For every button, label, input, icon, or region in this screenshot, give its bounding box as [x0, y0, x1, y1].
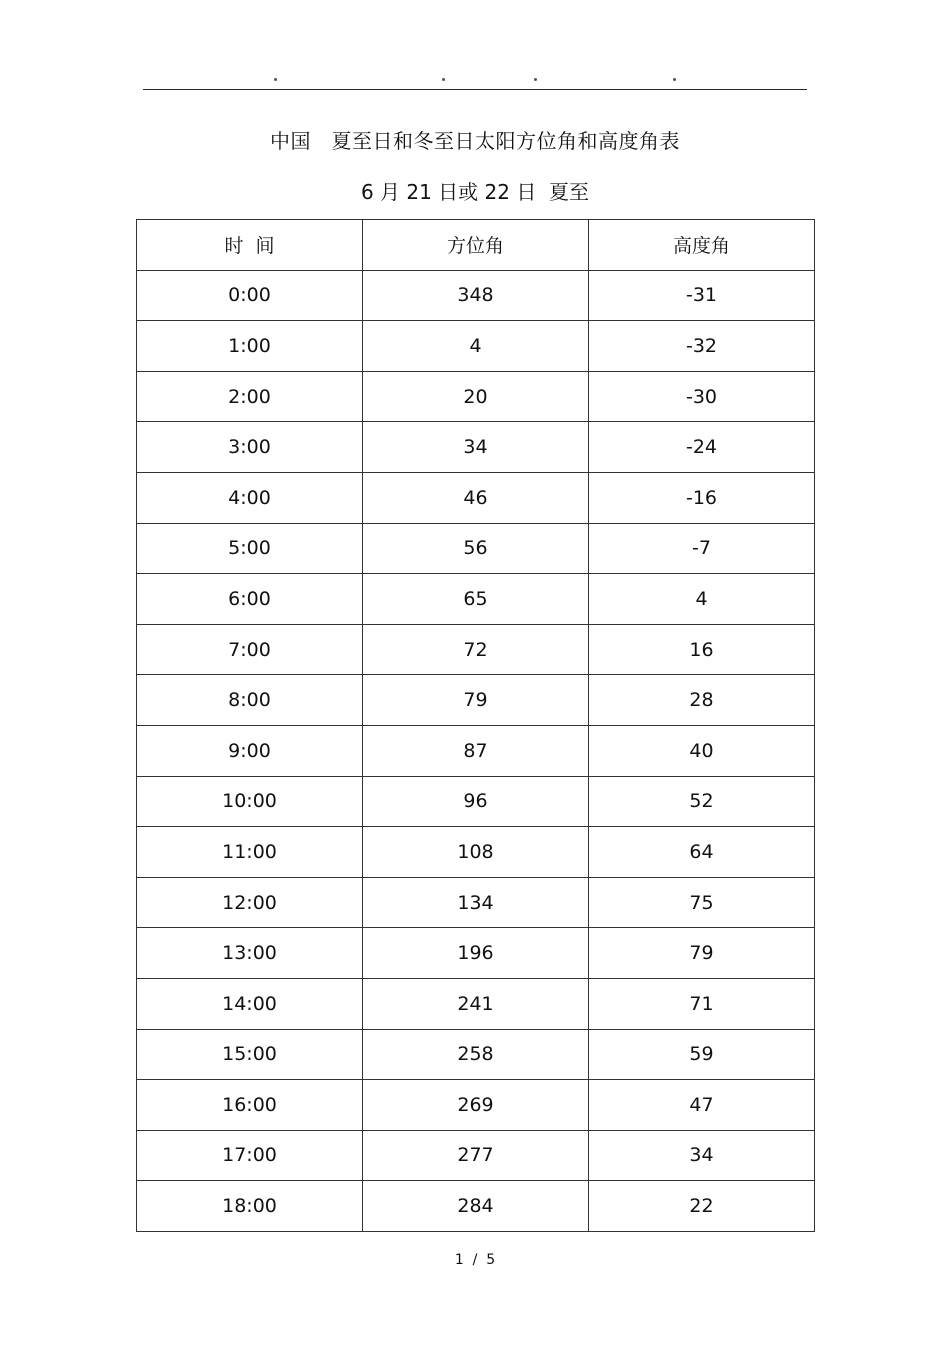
cell-time: 2:00: [137, 371, 363, 422]
cell-azimuth: 79: [363, 675, 589, 726]
header-dot: [673, 78, 676, 81]
table-row: [137, 1080, 815, 1131]
cell-time: 6:00: [137, 574, 363, 625]
header-dot: [442, 78, 445, 81]
table-row: [137, 776, 815, 827]
cell-time: 5:00: [137, 523, 363, 574]
cell-time: 13:00: [137, 928, 363, 979]
cell-time: 9:00: [137, 725, 363, 776]
cell-azimuth: 20: [363, 371, 589, 422]
table-row: [137, 675, 815, 726]
table-row: [137, 472, 815, 523]
column-header-time: 时 间: [137, 220, 363, 271]
column-header-altitude: 高度角: [589, 220, 815, 271]
cell-altitude: 47: [589, 1080, 815, 1131]
cell-time: 8:00: [137, 675, 363, 726]
document-subtitle: 6 月 21 日或 22 日 夏至: [360, 180, 590, 204]
cell-azimuth: 108: [363, 827, 589, 878]
table-row: [137, 574, 815, 625]
table-row: [137, 422, 815, 473]
table-row: [137, 1181, 815, 1232]
cell-altitude: 22: [589, 1181, 815, 1232]
cell-altitude: -32: [589, 321, 815, 372]
table-row: [137, 827, 815, 878]
cell-azimuth: 196: [363, 928, 589, 979]
cell-altitude: 28: [589, 675, 815, 726]
cell-azimuth: 72: [363, 624, 589, 675]
cell-time: 1:00: [137, 321, 363, 372]
cell-azimuth: 34: [363, 422, 589, 473]
table-row: [137, 371, 815, 422]
table-row: [137, 523, 815, 574]
cell-azimuth: 46: [363, 472, 589, 523]
table-row: [137, 928, 815, 979]
cell-altitude: 40: [589, 725, 815, 776]
header-dot: [274, 78, 277, 81]
cell-time: 16:00: [137, 1080, 363, 1131]
cell-altitude: -16: [589, 472, 815, 523]
table-row: [137, 1130, 815, 1181]
cell-altitude: -24: [589, 422, 815, 473]
cell-time: 12:00: [137, 877, 363, 928]
cell-time: 15:00: [137, 1029, 363, 1080]
cell-altitude: -30: [589, 371, 815, 422]
table-row: [137, 1029, 815, 1080]
table-row: [137, 978, 815, 1029]
document-title: 中国 夏至日和冬至日太阳方位角和高度角表: [269, 129, 681, 153]
cell-azimuth: 277: [363, 1130, 589, 1181]
cell-azimuth: 269: [363, 1080, 589, 1131]
header-rule: [143, 89, 807, 90]
cell-azimuth: 65: [363, 574, 589, 625]
cell-azimuth: 241: [363, 978, 589, 1029]
cell-time: 11:00: [137, 827, 363, 878]
cell-azimuth: 258: [363, 1029, 589, 1080]
table-row: [137, 624, 815, 675]
header-dot: [534, 78, 537, 81]
cell-altitude: -7: [589, 523, 815, 574]
cell-azimuth: 284: [363, 1181, 589, 1232]
cell-altitude: 52: [589, 776, 815, 827]
table-row: [137, 321, 815, 372]
cell-altitude: 79: [589, 928, 815, 979]
cell-time: 4:00: [137, 472, 363, 523]
cell-time: 17:00: [137, 1130, 363, 1181]
cell-altitude: 75: [589, 877, 815, 928]
table-body: [137, 270, 815, 1231]
table-header-row: [137, 220, 815, 271]
table-row: [137, 877, 815, 928]
cell-azimuth: 56: [363, 523, 589, 574]
table-row: [137, 725, 815, 776]
solar-angle-table: [136, 219, 815, 1232]
cell-altitude: 4: [589, 574, 815, 625]
cell-time: 0:00: [137, 270, 363, 321]
cell-altitude: 64: [589, 827, 815, 878]
cell-altitude: 71: [589, 978, 815, 1029]
cell-altitude: -31: [589, 270, 815, 321]
cell-altitude: 34: [589, 1130, 815, 1181]
cell-azimuth: 134: [363, 877, 589, 928]
cell-altitude: 59: [589, 1029, 815, 1080]
cell-time: 14:00: [137, 978, 363, 1029]
table-row: [137, 270, 815, 321]
cell-time: 3:00: [137, 422, 363, 473]
column-header-azimuth: 方位角: [363, 220, 589, 271]
cell-azimuth: 96: [363, 776, 589, 827]
cell-time: 7:00: [137, 624, 363, 675]
page-number: 1 / 5: [454, 1252, 496, 1268]
cell-azimuth: 348: [363, 270, 589, 321]
cell-time: 18:00: [137, 1181, 363, 1232]
cell-azimuth: 4: [363, 321, 589, 372]
cell-azimuth: 87: [363, 725, 589, 776]
cell-altitude: 16: [589, 624, 815, 675]
cell-time: 10:00: [137, 776, 363, 827]
